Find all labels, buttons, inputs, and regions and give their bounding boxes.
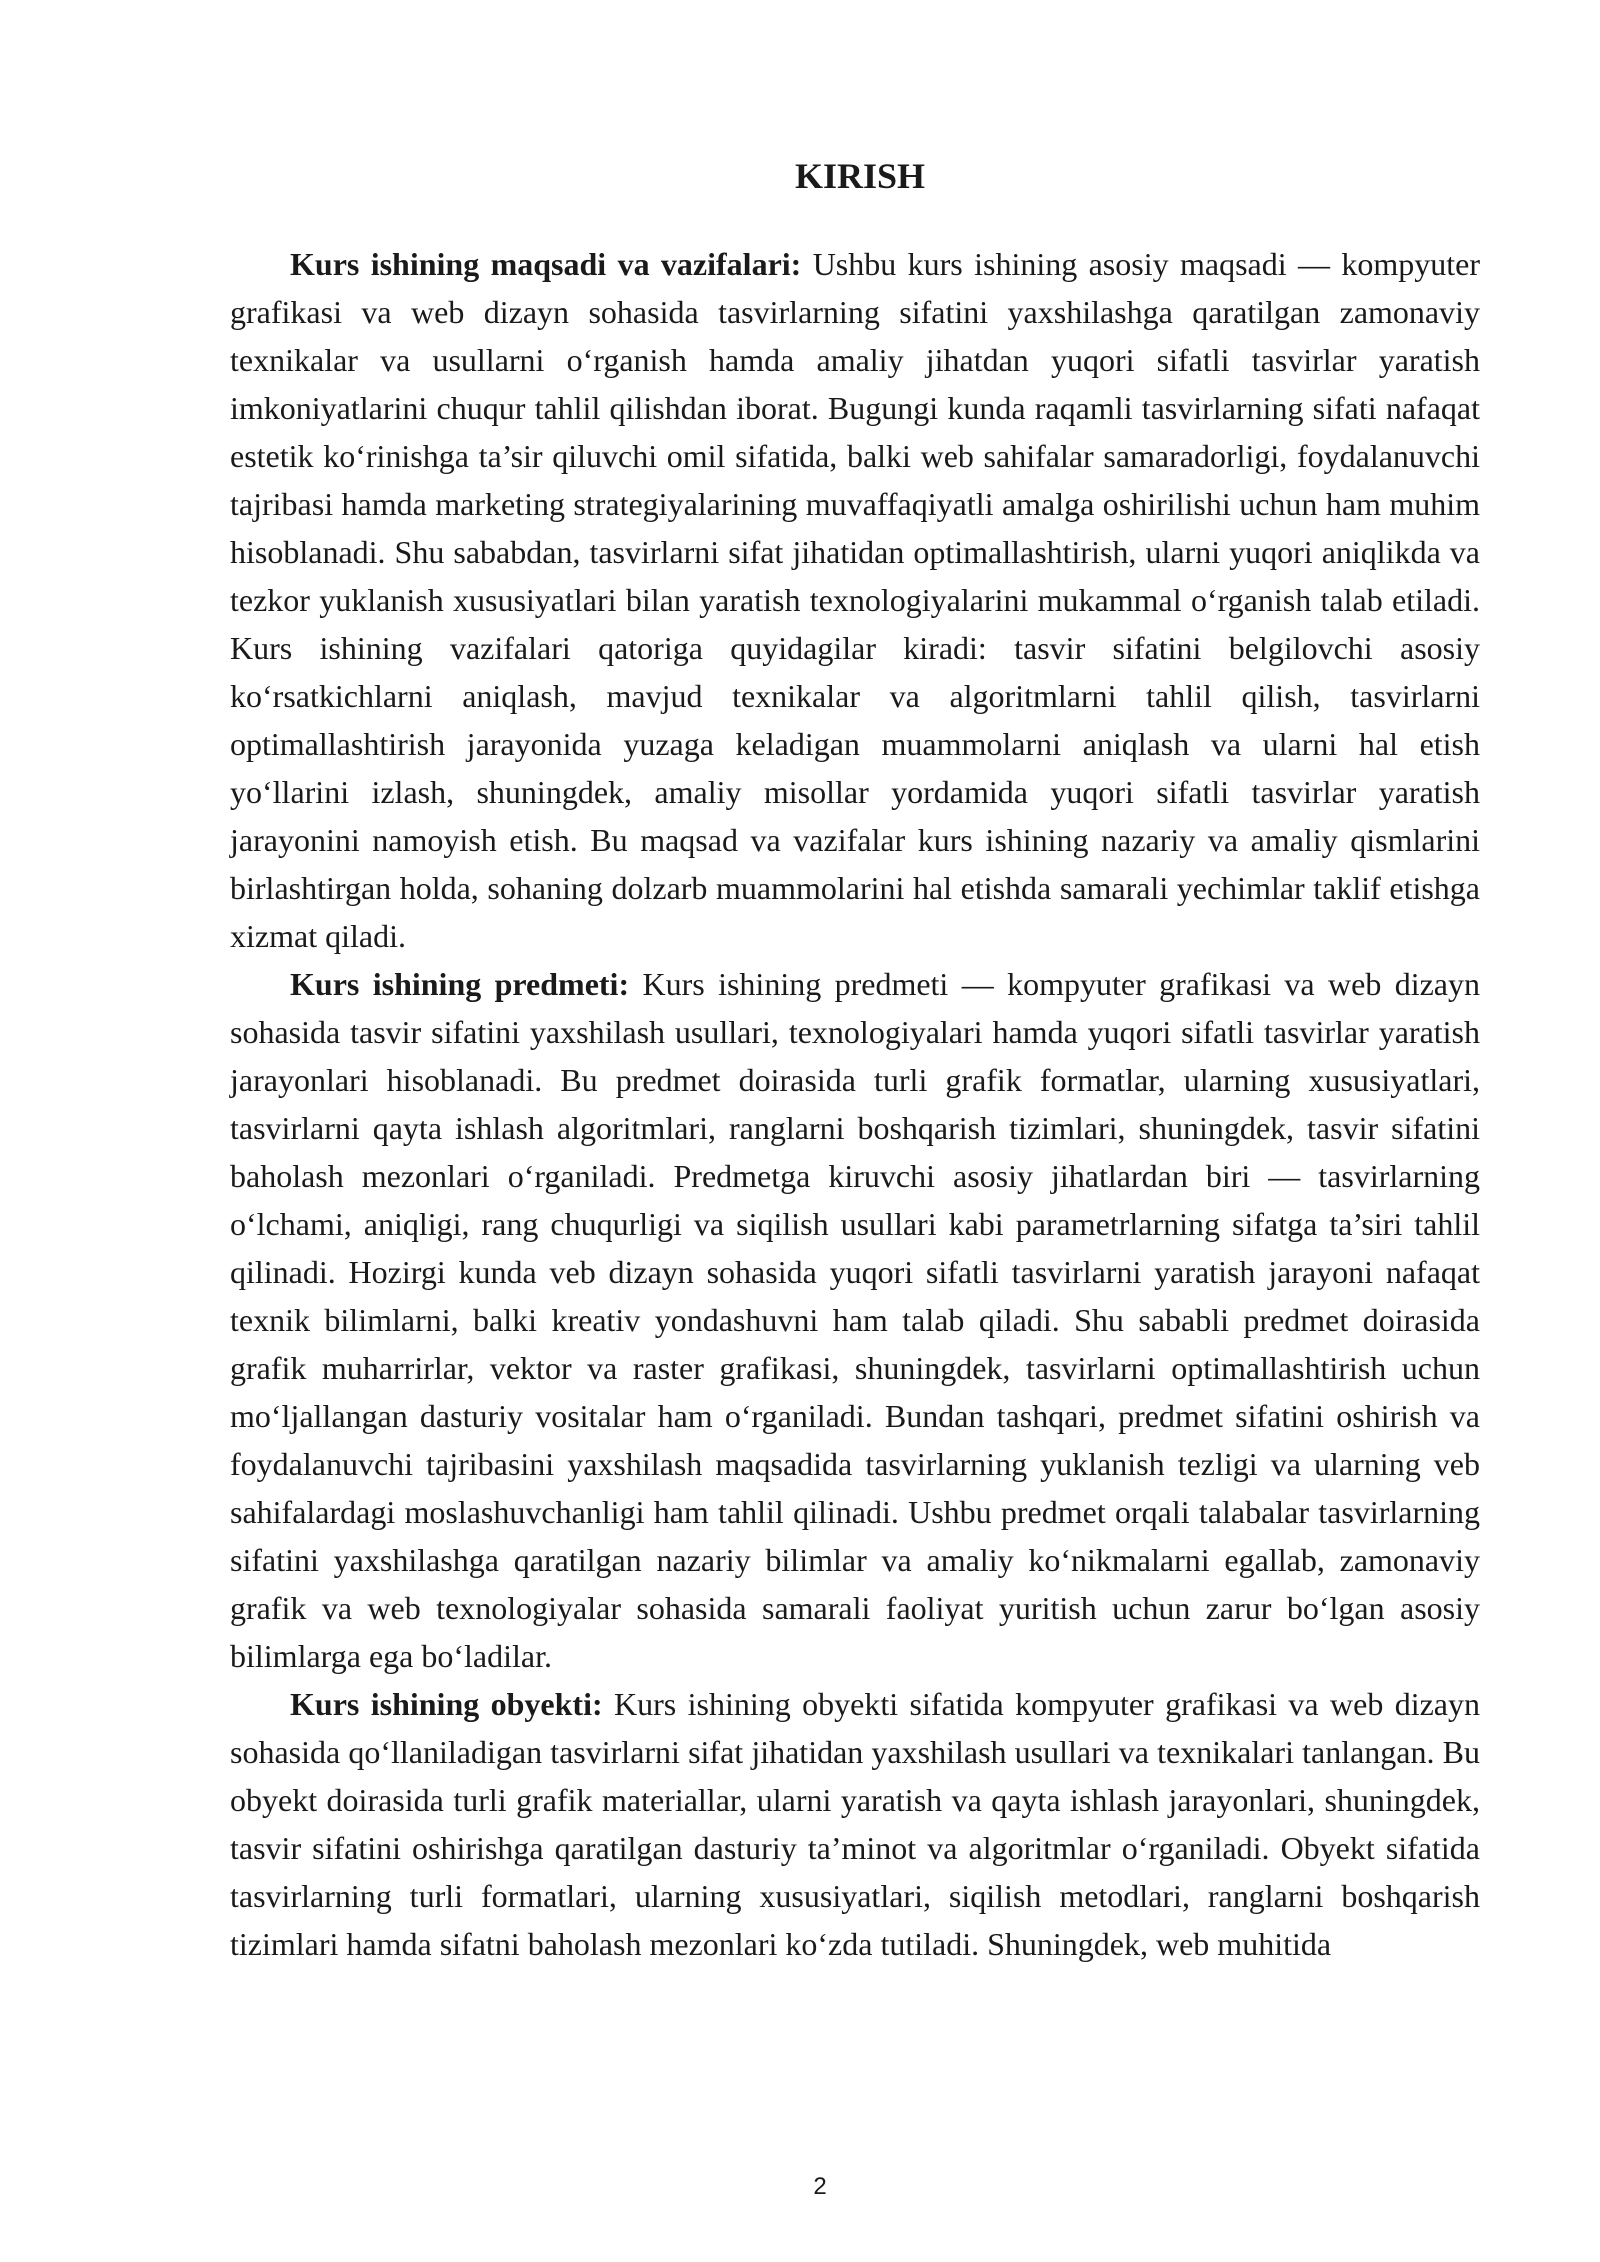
page-title: KIRISH (794, 156, 926, 196)
paragraph-object (230, 1680, 1480, 1968)
document-page (230, 150, 1480, 2150)
paragraph-subject (230, 960, 1480, 1680)
page-number: 2 (813, 2173, 827, 2200)
paragraph-text: Kurs ishining obyekti sifatida kompyuter grafikasi va web dizayn sohasida qo‘llaniladigan tasvirlarni sifat jihatidan yaxshilash usullari va texnikalari tanlangan. Bu obyekt doirasida turli grafik materiallar, ularni yaratish va qayta ishlash jarayonlari, shuningdek, tasvir sifatini oshirishga qaratilgan dasturiy ta’minot va algoritmlar o‘rganiladi. Obyekt sifatida tasvirlarning turli formatlari, ularning xususiyatlari, siqilish metodlari, ranglarni boshqarish tizimlari hamda sifatni baholash mezonlari ko‘zda tutiladi. Shuningdek, web muhitida (230, 1686, 1481, 1962)
paragraph-goals (230, 240, 1480, 960)
paragraph-lead: Kurs ishining maqsadi va vazifalari: (290, 246, 802, 282)
paragraph-text: Ushbu kurs ishining asosiy maqsadi — kompyuter grafikasi va web dizayn sohasida tasvirlarning sifatini yaxshilashga qaratilgan zamonaviy texnikalar va usullarni o‘rganish hamda amaliy jihatdan yuqori sifatli tasvirlar yaratish imkoniyatlarini chuqur tahlil qilishdan iborat. Bugungi kunda raqamli tasvirlarning sifati nafaqat estetik ko‘rinishga ta’sir qiluvchi omil sifatida, balki web sahifalar samaradorligi, foydalanuvchi tajribasi hamda marketing strategiyalarining muvaffaqiyatli amalga oshirilishi uchun ham muhim hisoblanadi. Shu sababdan, tasvirlarni sifat jihatidan optimallashtirish, ularni yuqori aniqlikda va tezkor yuklanish xususiyatlari bilan yaratish texnologiyalarini mukammal o‘rganish talab etiladi. Kurs ishining vazifalari qatoriga quyidagilar kiradi: tasvir sifatini belgilovchi asosiy ko‘rsatkichlarni aniqlash, mavjud texnikalar va algoritmlarni tahlil qilish, tasvirlarni optimallashtirish jarayonida yuzaga keladigan muammolarni aniqlash va ularni hal etish yo‘llarini izlash, shuningdek, amaliy misollar yordamida yuqori sifatli tasvirlar yaratish jarayonini namoyish etish. Bu maqsad va vazifalar kurs ishining nazariy va amaliy qismlarini birlashtirgan holda, sohaning dolzarb muammolarini hal etishda samarali yechimlar taklif etishga xizmat qiladi. (230, 246, 1481, 954)
paragraph-text: Kurs ishining predmeti — kompyuter grafikasi va web dizayn sohasida tasvir sifatini yaxshilash usullari, texnologiyalari hamda yuqori sifatli tasvirlar yaratish jarayonlari hisoblanadi. Bu predmet doirasida turli grafik formatlar, ularning xususiyatlari, tasvirlarni qayta ishlash algoritmlari, ranglarni boshqarish tizimlari, shuningdek, tasvir sifatini baholash mezonlari o‘rganiladi. Predmetga kiruvchi asosiy jihatlardan biri — tasvirlarning o‘lchami, aniqligi, rang chuqurligi va siqilish usullari kabi parametrlarning sifatga ta’siri tahlil qilinadi. Hozirgi kunda veb dizayn sohasida yuqori sifatli tasvirlarni yaratish jarayoni nafaqat texnik bilimlarni, balki kreativ yondashuvni ham talab qiladi. Shu sababli predmet doirasida grafik muharrirlar, vektor va raster grafikasi, shuningdek, tasvirlarni optimallashtirish uchun mo‘ljallangan dasturiy vositalar ham o‘rganiladi. Bundan tashqari, predmet sifatini oshirish va foydalanuvchi tajribasini yaxshilash maqsadida tasvirlarning yuklanish tezligi va ularning veb sahifalardagi moslashuvchanligi ham tahlil qilinadi. Ushbu predmet orqali talabalar tasvirlarning sifatini yaxshilashga qaratilgan nazariy bilimlar va amaliy ko‘nikmalarni egallab, zamonaviy grafik va web texnologiyalar sohasida samarali faoliyat yuritish uchun zarur bo‘lgan asosiy bilimlarga ega bo‘ladilar. (230, 966, 1481, 1674)
paragraph-lead: Kurs ishining predmeti: (290, 966, 630, 1002)
paragraph-lead: Kurs ishining obyekti: (290, 1686, 603, 1722)
